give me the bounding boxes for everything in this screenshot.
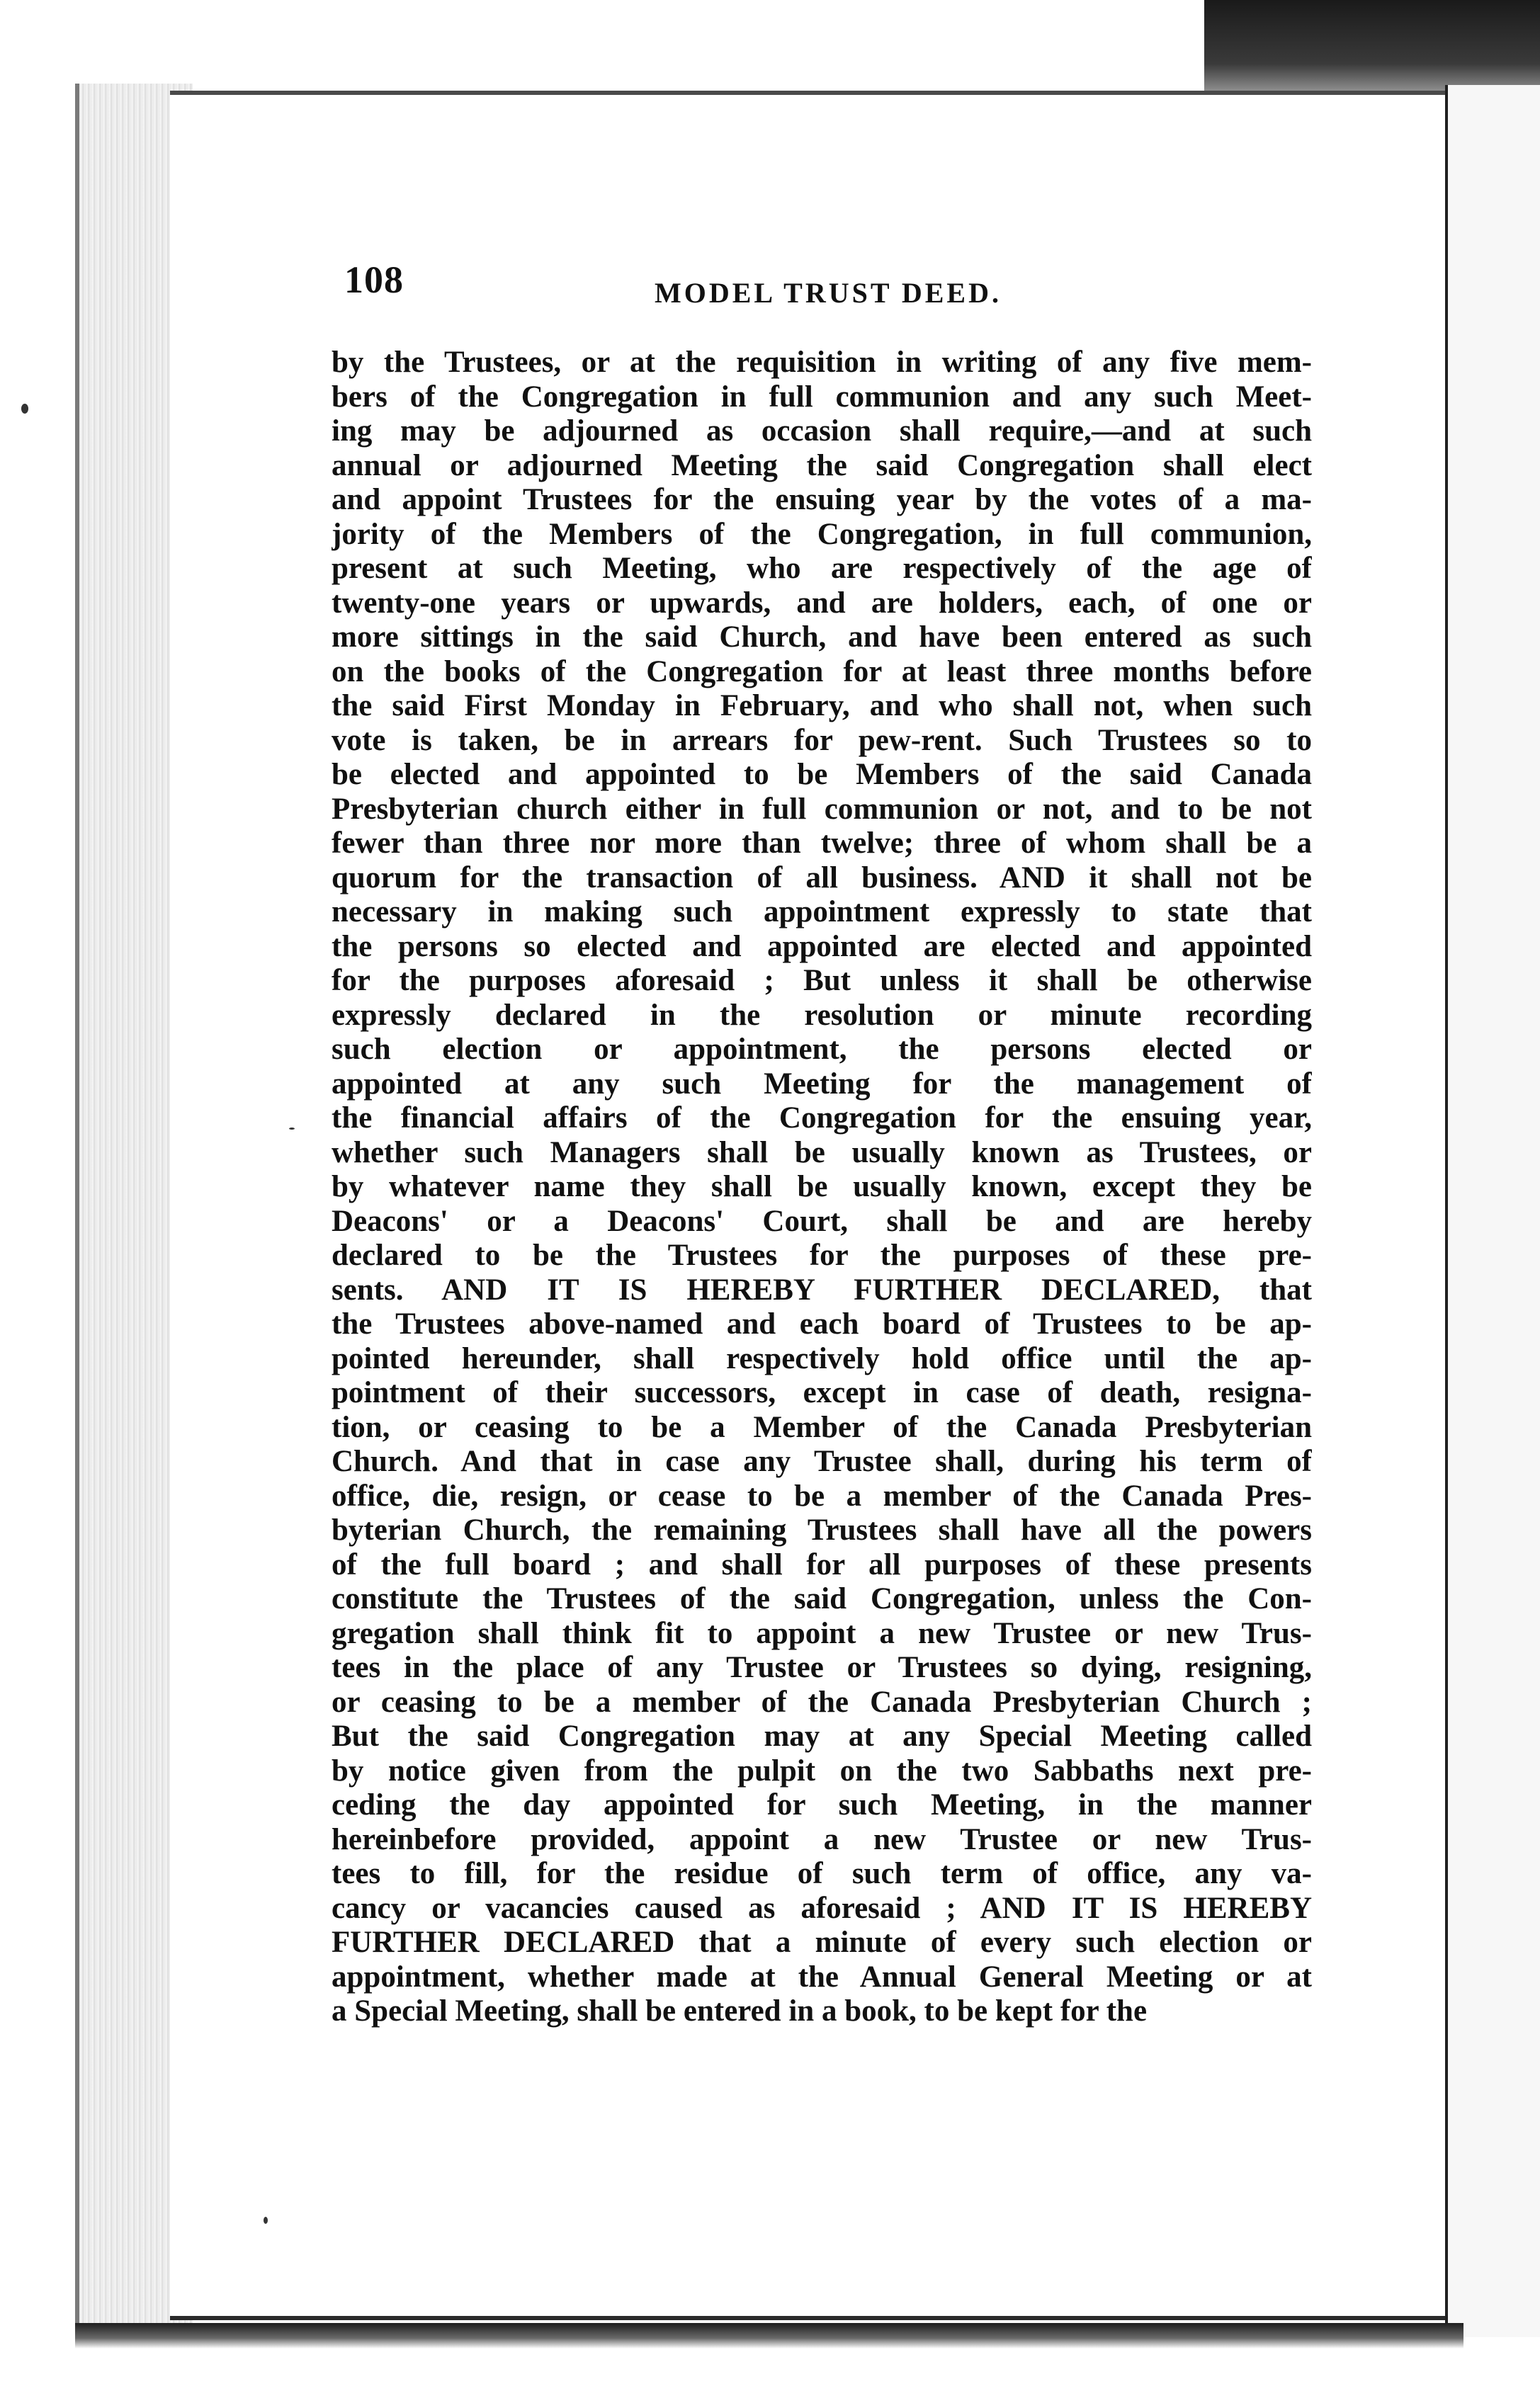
body-line: the Trustees above-named and each board of Trustees to be ap- (332, 1307, 1312, 1341)
running-head: MODEL TRUST DEED. (655, 277, 1002, 309)
body-line: of the full board ; and shall for all purposes of these presents (332, 1547, 1312, 1581)
body-line: gregation shall think fit to appoint a new Trustee or new Trus- (332, 1616, 1312, 1650)
body-line: twenty-one years or upwards, and are holders, each, of one or (332, 586, 1312, 620)
body-line: But the said Congregation may at any Special Meeting called (332, 1720, 1312, 1753)
body-line: necessary in making such appointment expressly to state that (332, 895, 1312, 928)
body-line: on the books of the Congregation for at least three months before (332, 654, 1312, 688)
body-line: jority of the Members of the Congregation, in full communion, (332, 517, 1312, 551)
scan-speck (21, 404, 28, 414)
body-line: and appoint Trustees for the ensuing year by the votes of a ma- (332, 483, 1312, 516)
body-line: tees to fill, for the residue of such term of office, any va- (332, 1857, 1312, 1890)
body-line: the financial affairs of the Congregation for the ensuing year, (332, 1101, 1312, 1135)
body-text (332, 346, 1312, 2029)
facing-page-edge (1445, 85, 1540, 2337)
body-line: cancy or vacancies caused as aforesaid ; AND IT IS HEREBY (332, 1891, 1312, 1925)
body-line: declared to be the Trustees for the purposes of these pre- (332, 1239, 1312, 1272)
body-line: constitute the Trustees of the said Congregation, unless the Con- (332, 1582, 1312, 1615)
body-line: by whatever name they shall be usually known, except they be (332, 1170, 1312, 1203)
body-line: appointment, whether made at the Annual General Meeting or at (332, 1960, 1312, 1994)
body-line: office, die, resign, or cease to be a member of the Canada Pres- (332, 1479, 1312, 1513)
body-line: quorum for the transaction of all business. AND it shall not be (332, 861, 1312, 895)
body-line: be elected and appointed to be Members of the said Canada (332, 758, 1312, 791)
body-line: bers of the Congregation in full communion and any such Meet- (332, 380, 1312, 414)
body-line: the persons so elected and appointed are elected and appointed (332, 929, 1312, 963)
body-line: a Special Meeting, shall be entered in a book, to be kept for the (332, 1994, 1148, 2028)
body-line: present at such Meeting, who are respectively of the age of (332, 552, 1312, 585)
scan-speck (289, 1128, 295, 1130)
body-line: ing may be adjourned as occasion shall require,—and at such (332, 414, 1312, 448)
body-line: annual or adjourned Meeting the said Congregation shall elect (332, 448, 1312, 482)
body-line: by notice given from the pulpit on the two Sabbaths next pre- (332, 1754, 1312, 1788)
body-line: tion, or ceasing to be a Member of the Canada Presbyterian (332, 1410, 1312, 1444)
page-bottom-shadow (75, 2323, 1463, 2349)
body-line: appointed at any such Meeting for the management of (332, 1067, 1312, 1101)
body-line: sents. AND IT IS HEREBY FURTHER DECLARED, that (332, 1273, 1312, 1307)
body-line: Presbyterian church either in full communion or not, and to be not (332, 792, 1312, 826)
body-line: hereinbefore provided, appoint a new Trustee or new Trus- (332, 1822, 1312, 1856)
body-line: for the purposes aforesaid ; But unless it shall be otherwise (332, 964, 1312, 997)
body-line: or ceasing to be a member of the Canada Presbyterian Church ; (332, 1685, 1312, 1719)
body-line: tees in the place of any Trustee or Trustees so dying, resigning, (332, 1651, 1312, 1684)
body-line: whether such Managers shall be usually known as Trustees, or (332, 1135, 1312, 1169)
body-line: the said First Monday in February, and who shall not, when such (332, 689, 1312, 722)
body-line: such election or appointment, the persons elected or (332, 1033, 1312, 1066)
body-line: Deacons' or a Deacons' Court, shall be and are hereby (332, 1204, 1312, 1238)
body-line: ceding the day appointed for such Meeting, in the manner (332, 1788, 1312, 1822)
body-line: FURTHER DECLARED that a minute of every such election or (332, 1926, 1312, 1959)
body-line: expressly declared in the resolution or minute recording (332, 998, 1312, 1032)
body-line: by the Trustees, or at the requisition in writing of any five mem- (332, 346, 1312, 379)
body-line: fewer than three nor more than twelve; three of whom shall be a (332, 827, 1312, 860)
body-line: byterian Church, the remaining Trustees shall have all the powers (332, 1513, 1312, 1547)
page-number: 108 (344, 259, 404, 301)
scan-speck (264, 2217, 268, 2224)
body-line: vote is taken, be in arrears for pew-rent. Such Trustees so to (332, 723, 1312, 757)
body-line: pointed hereunder, shall respectively hold office until the ap- (332, 1341, 1312, 1375)
body-line: more sittings in the said Church, and have been entered as such (332, 620, 1312, 654)
body-line: Church. And that in case any Trustee shall, during his term of (332, 1445, 1312, 1478)
body-line: pointment of their successors, except in case of death, resigna- (332, 1376, 1312, 1409)
